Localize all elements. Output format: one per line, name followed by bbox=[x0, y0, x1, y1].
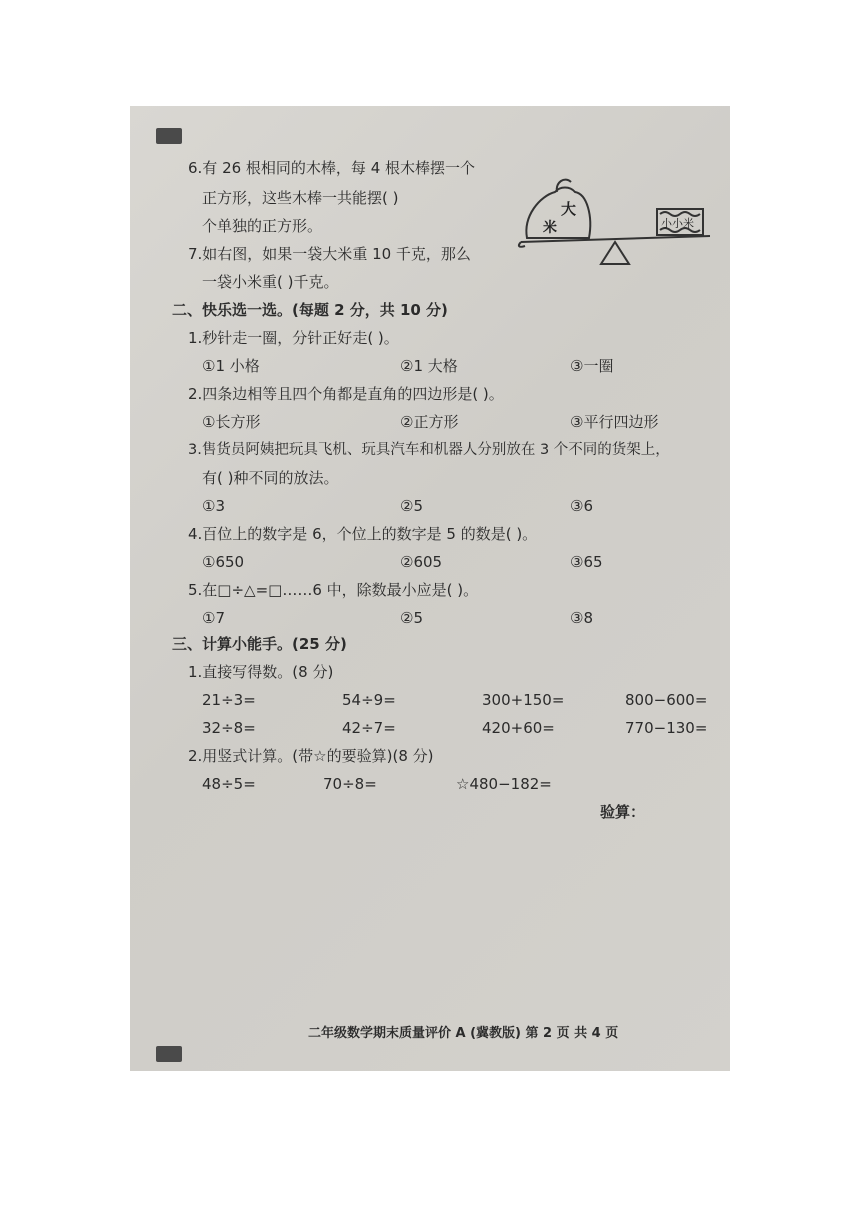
s2-q2: 2.四条边相等且四个角都是直角的四边形是( )。 bbox=[188, 385, 504, 403]
s2-q3-option-a: ①3 bbox=[202, 497, 225, 515]
bag-mi-char: 米 bbox=[543, 220, 557, 236]
balance-scale-illustration bbox=[515, 176, 720, 291]
s2-q3-option-c: ③6 bbox=[570, 497, 593, 515]
s3-sub1: 1.直接写得数。(8 分) bbox=[188, 663, 334, 681]
s2-q4-option-a: ①650 bbox=[202, 553, 245, 571]
s2-q4-option-b: ②605 bbox=[400, 553, 443, 571]
rice-bag-icon bbox=[526, 188, 590, 239]
s2-q4: 4.百位上的数字是 6，个位上的数字是 5 的数是( )。 bbox=[188, 525, 538, 543]
s2-q3-option-b: ②5 bbox=[400, 497, 423, 515]
vertical-calc-item: ☆480−182= bbox=[456, 775, 552, 793]
vertical-calc-item: 70÷8= bbox=[323, 775, 377, 793]
calc-item: 420+60= bbox=[482, 719, 555, 737]
q7-line2: 一袋小米重( )千克。 bbox=[202, 273, 339, 291]
page-footer: 二年级数学期末质量评价 A (冀教版) 第 2 页 共 4 页 bbox=[308, 1026, 619, 1041]
section2-heading: 二、快乐选一选。(每题 2 分，共 10 分) bbox=[172, 301, 448, 319]
s2-q1-option-c: ③一圈 bbox=[570, 357, 614, 375]
q6-line3: 个单独的正方形。 bbox=[202, 217, 323, 235]
calc-item: 300+150= bbox=[482, 691, 565, 709]
bag-big-char: 大 bbox=[561, 200, 577, 218]
s2-q1: 1.秒针走一圈，分针正好走( )。 bbox=[188, 329, 399, 347]
s3-sub2: 2.用竖式计算。(带☆的要验算)(8 分) bbox=[188, 747, 434, 765]
q6-line1: 6.有 26 根相同的木棒，每 4 根木棒摆一个 bbox=[188, 159, 476, 177]
s2-q5-option-c: ③8 bbox=[570, 609, 593, 627]
s2-q1-option-a: ①1 小格 bbox=[202, 357, 260, 375]
s2-q2-option-b: ②正方形 bbox=[400, 413, 459, 431]
vertical-calc-item: 48÷5= bbox=[202, 775, 256, 793]
box-label: 小小米 bbox=[661, 217, 694, 230]
s2-q3: 3.售货员阿姨把玩具飞机、玩具汽车和机器人分别放在 3 个不同的货架上， bbox=[188, 442, 670, 458]
s2-q5-option-b: ②5 bbox=[400, 609, 423, 627]
q7-line1: 7.如右图，如果一袋大米重 10 千克，那么 bbox=[188, 245, 471, 263]
check-label: 验算： bbox=[600, 803, 646, 821]
s2-q1-option-b: ②1 大格 bbox=[400, 357, 458, 375]
calc-item: 800−600= bbox=[625, 691, 708, 709]
s2-q5-option-a: ①7 bbox=[202, 609, 225, 627]
registration-mark bbox=[156, 1046, 182, 1062]
s2-q2-option-c: ③平行四边形 bbox=[570, 413, 659, 431]
calc-item: 770−130= bbox=[625, 719, 708, 737]
section3-heading: 三、计算小能手。(25 分) bbox=[172, 635, 347, 653]
calc-item: 21÷3= bbox=[202, 691, 256, 709]
exam-page bbox=[130, 106, 730, 1071]
calc-item: 42÷7= bbox=[342, 719, 396, 737]
s2-q3-line2: 有( )种不同的放法。 bbox=[202, 469, 339, 487]
calc-item: 32÷8= bbox=[202, 719, 256, 737]
q6-line2: 正方形，这些木棒一共能摆( ) bbox=[202, 189, 399, 207]
s2-q5: 5.在□÷△=□……6 中，除数最小应是( )。 bbox=[188, 581, 479, 599]
s2-q2-option-a: ①长方形 bbox=[202, 413, 261, 431]
calc-item: 54÷9= bbox=[342, 691, 396, 709]
registration-mark bbox=[156, 128, 182, 144]
s2-q4-option-c: ③65 bbox=[570, 553, 603, 571]
